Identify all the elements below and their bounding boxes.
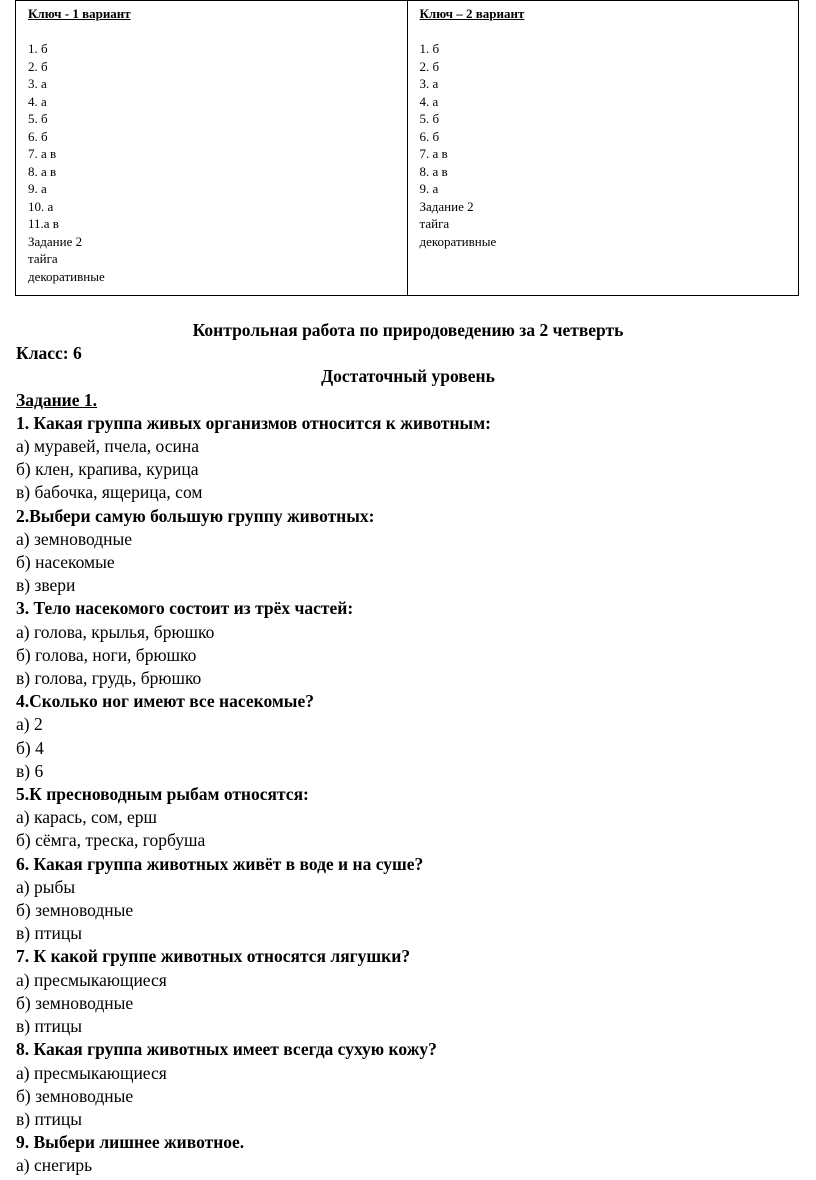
question-6-option: а) рыбы <box>16 876 76 897</box>
question-2-option: в) звери <box>16 575 76 596</box>
variant-1-answer-line: 4. а <box>28 93 47 109</box>
test-document <box>16 319 800 1178</box>
question-5-option: б) сёмга, треска, горбуша <box>16 830 206 851</box>
question-7: 7. К какой группе животных относятся лягушки? <box>16 946 411 967</box>
task-heading: Задание 1. <box>16 389 98 410</box>
question-4-option: а) 2 <box>16 714 43 735</box>
question-6-option: б) земноводные <box>16 900 134 921</box>
variant-2-answer-line: 4. а <box>419 93 439 109</box>
variant-2-answer-line: 1. б <box>419 41 440 56</box>
variant-1-answer-line: 5. б <box>28 111 48 126</box>
question-6-option: в) птицы <box>16 923 82 944</box>
variant-2-answers <box>420 40 787 250</box>
answer-key-table <box>15 0 799 296</box>
question-1-option: в) бабочка, ящерица, сом <box>16 482 203 503</box>
variant-2-title: Ключ – 2 вариант <box>419 6 525 21</box>
question-7-option: а) пресмыкающиеся <box>16 969 167 990</box>
class-label: Класс: 6 <box>16 343 82 364</box>
variant-1-title: Ключ - 1 вариант <box>28 6 131 21</box>
variant-2-answer-line: тайга <box>419 216 450 231</box>
variant-1-answer-line: 7. а в <box>28 146 57 161</box>
question-3: 3. Тело насекомого состоит из трёх частей: <box>16 598 354 619</box>
question-8: 8. Какая группа животных имеет всегда сухую кожу? <box>16 1039 437 1060</box>
variant-1-answer-line: 8. а в <box>28 163 57 179</box>
variant-2-answer-line: декоративные <box>419 233 497 249</box>
variant-2-answer-line: 6. б <box>419 128 440 144</box>
answer-key-variant-1 <box>16 1 408 296</box>
variant-2-answer-line: 3. а <box>419 76 439 91</box>
variant-1-answer-line: 6. б <box>28 128 48 144</box>
variant-2-answer-line: 8. а в <box>419 163 448 179</box>
answer-key-variant-2 <box>407 1 799 296</box>
question-1: 1. Какая группа живых организмов относится к животным: <box>16 412 491 433</box>
variant-1-answer-line: 1. б <box>28 41 48 56</box>
question-9: 9. Выбери лишнее животное. <box>16 1132 245 1153</box>
question-2-option: а) земноводные <box>16 528 133 549</box>
variant-1-answer-line: тайга <box>28 251 58 266</box>
variant-1-answer-line: декоративные <box>28 268 105 284</box>
question-8-option: в) птицы <box>16 1108 82 1129</box>
variant-1-answer-line: 10. а <box>28 198 54 214</box>
question-6: 6. Какая группа животных живёт в воде и на суше? <box>16 853 424 874</box>
variant-1-answer-line: 11.а в <box>28 216 59 231</box>
question-4: 4.Сколько ног имеют все насекомые? <box>16 691 314 712</box>
question-8-option: б) земноводные <box>16 1085 134 1106</box>
variant-2-answer-line: 9. а <box>419 181 439 196</box>
variant-2-answer-line: 5. б <box>419 111 440 126</box>
question-7-option: б) земноводные <box>16 992 134 1013</box>
variant-2-answer-line: Задание 2 <box>419 198 474 214</box>
variant-2-answer-line: 2. б <box>419 58 440 74</box>
question-9-option: а) снегирь <box>16 1155 93 1176</box>
level-heading: Достаточный уровень <box>321 366 495 387</box>
question-2: 2.Выбери самую большую группу животных: <box>16 505 375 526</box>
question-7-option: в) птицы <box>16 1016 82 1037</box>
variant-1-answer-line: 2. б <box>28 58 48 74</box>
question-5: 5.К пресноводным рыбам относятся: <box>16 784 309 805</box>
question-5-option: а) карась, сом, ерш <box>16 807 157 828</box>
question-3-option: а) голова, крылья, брюшко <box>16 621 215 642</box>
variant-1-answer-line: 3. а <box>28 76 47 91</box>
question-2-option: б) насекомые <box>16 552 115 573</box>
question-4-option: в) 6 <box>16 760 44 781</box>
question-3-option: б) голова, ноги, брюшко <box>16 644 197 665</box>
variant-2-answer-line: 7. а в <box>419 146 448 161</box>
question-1-option: а) муравей, пчела, осина <box>16 436 199 457</box>
question-1-option: б) клен, крапива, курица <box>16 459 199 480</box>
question-4-option: б) 4 <box>16 737 44 758</box>
variant-1-answer-line: Задание 2 <box>28 233 83 249</box>
variant-1-answers <box>28 40 395 285</box>
question-3-option: в) голова, грудь, брюшко <box>16 668 202 689</box>
variant-1-answer-line: 9. а <box>28 181 47 196</box>
questions-list <box>16 412 800 1178</box>
question-8-option: а) пресмыкающиеся <box>16 1062 167 1083</box>
document-title: Контрольная работа по природоведению за 2 четверть <box>192 320 624 340</box>
